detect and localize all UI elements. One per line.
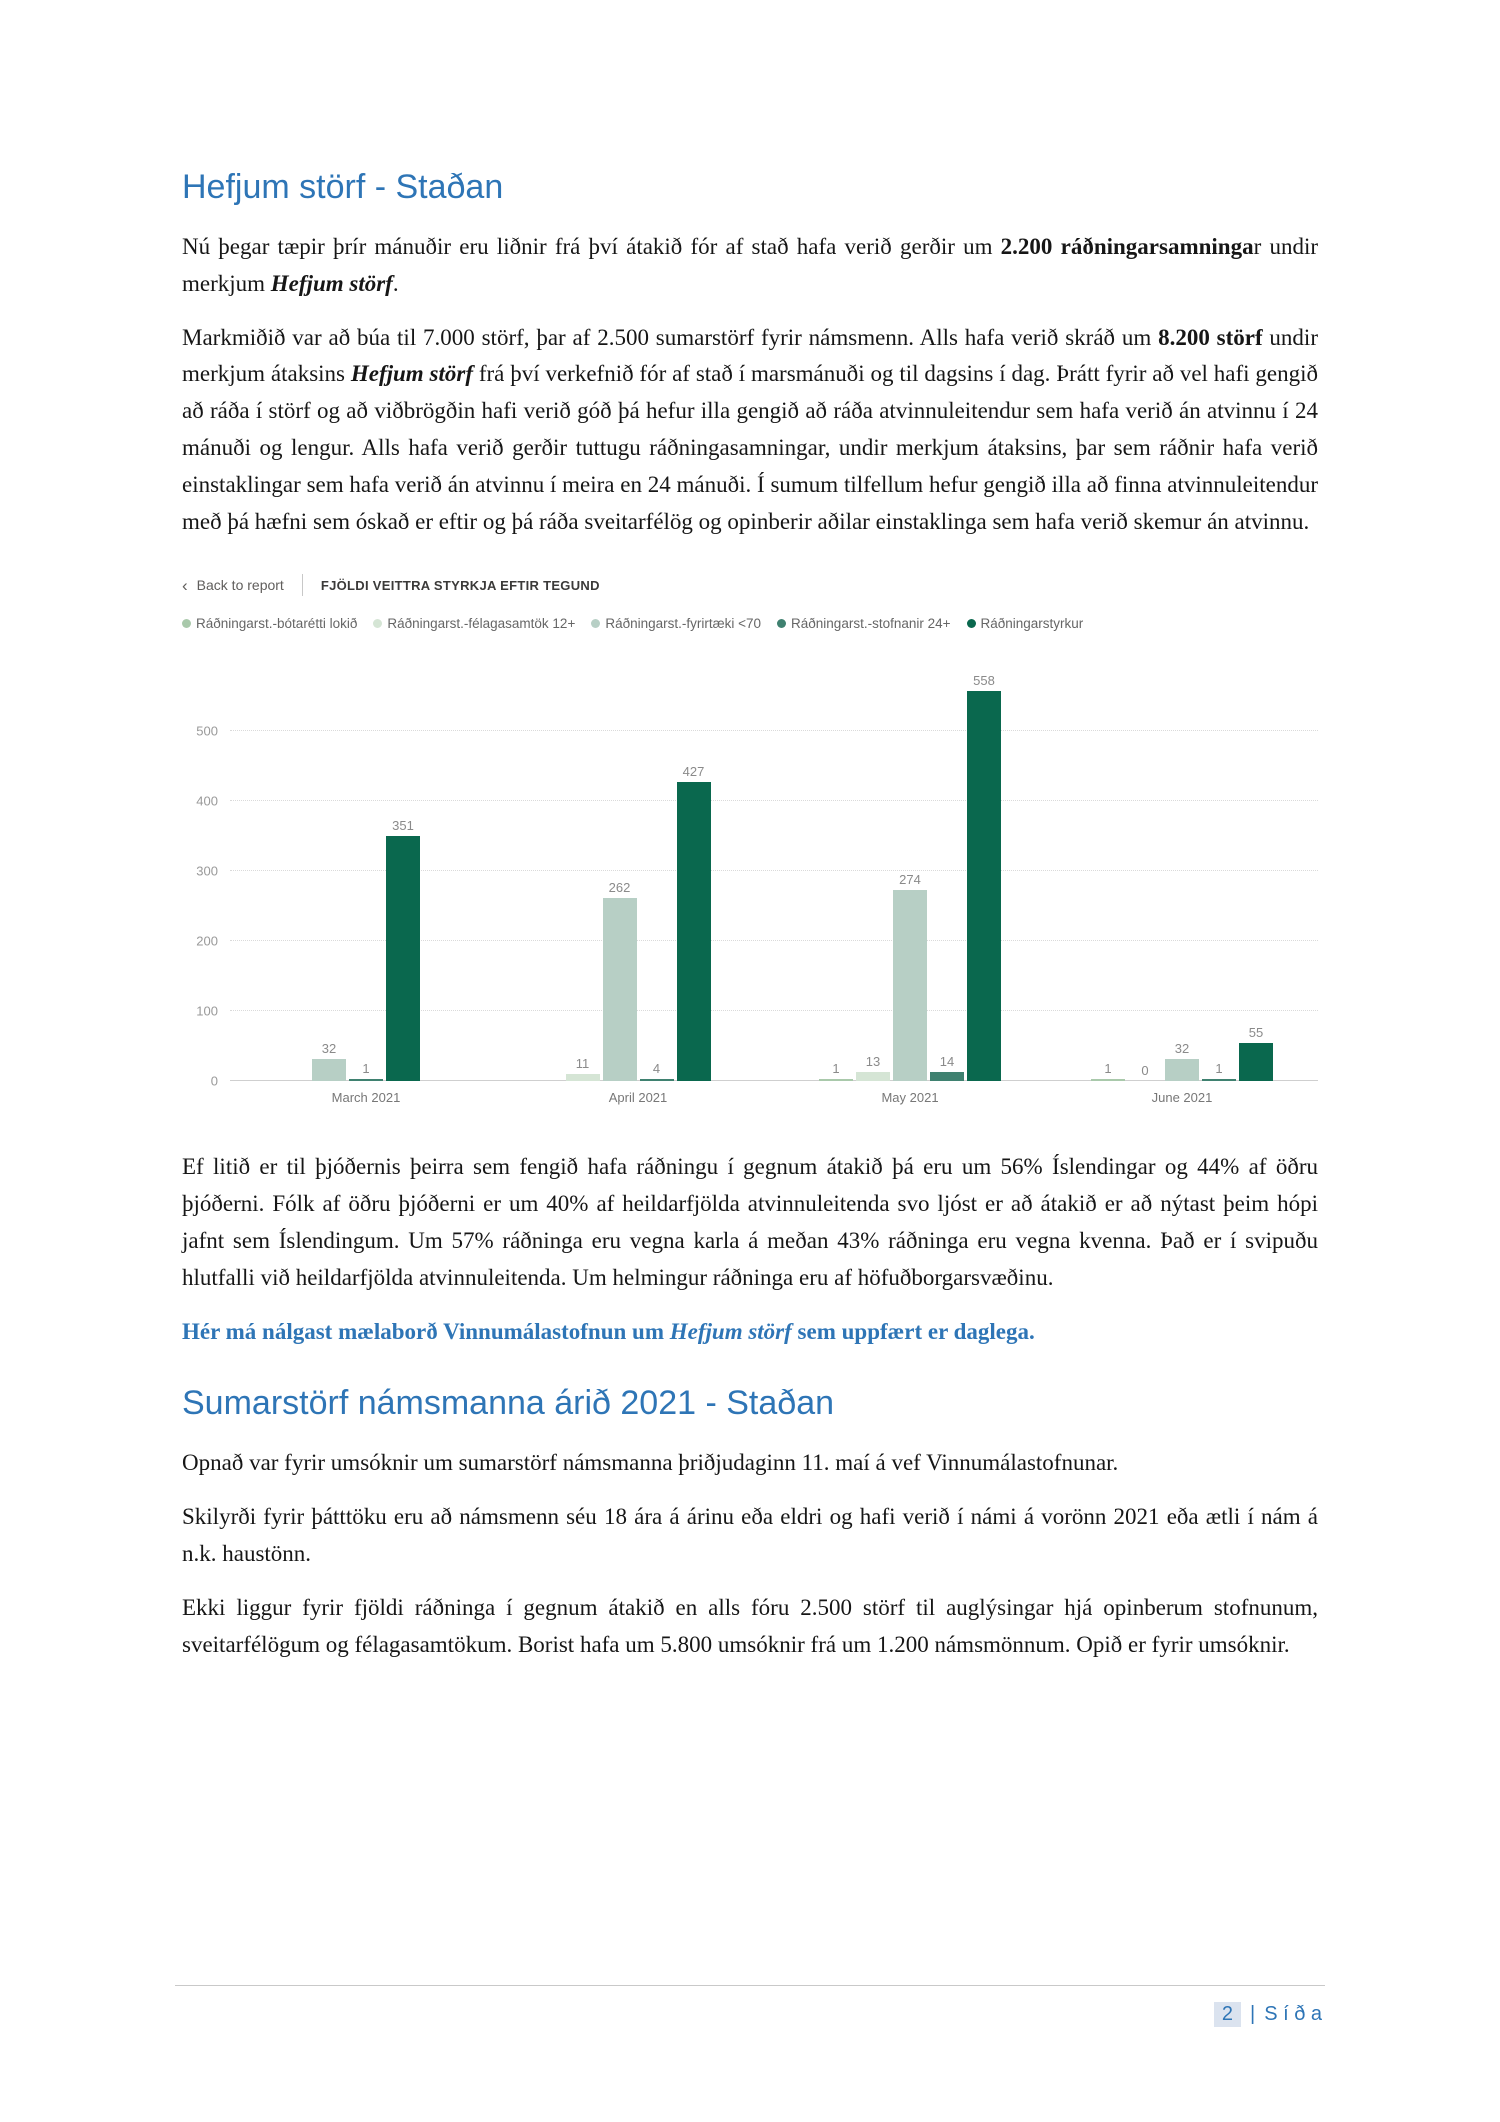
bar-slot — [893, 661, 927, 1081]
bar — [967, 691, 1001, 1082]
paragraph: Skilyrði fyrir þátttöku eru að námsmenn séu 18 ára á árinu eða eldri og hafi verið í námi á vorönn 2021 eða ætli í nám á n.k. haustönn. — [182, 1504, 1318, 1566]
bar-value-label: 13 — [865, 1054, 881, 1070]
chart-x-axis-row — [182, 1090, 1318, 1105]
paragraph: Ekki liggur fyrir fjöldi ráðninga í gegnum átakið en alls fóru 2.500 störf til auglýsingar hjá opinberum stofnunum, sveitarfélögum og félagasamtökum. Borist hafa um 5.800 umsóknir frá um 1.200 námsmönnum. Opið er fyrir umsóknir. — [182, 1594, 1318, 1657]
bar-slot — [1091, 661, 1125, 1081]
footer-label: S í ð a — [1264, 2003, 1322, 2025]
legend-label: Ráðningarst.-stofnanir 24+ — [791, 616, 951, 632]
text-run: r undir merkjum — [182, 234, 1318, 296]
bar — [386, 836, 420, 1082]
bar — [640, 1079, 674, 1082]
bar-value-label: 274 — [899, 871, 921, 887]
bar-slot — [386, 661, 420, 1081]
bar-slot — [349, 661, 383, 1081]
chart-header — [182, 574, 1318, 596]
bar-value-label: 1 — [1104, 1061, 1112, 1077]
back-to-report-label: Back to report — [196, 577, 284, 594]
text-run: Hér má nálgast mælaborð Vinnumálastofnun um — [182, 1318, 670, 1344]
heading-sumarstorf: Sumarstörf námsmanna árið 2021 - Staðan — [182, 1384, 835, 1423]
text-run: Hefjum störf — [270, 270, 393, 296]
dashboard-link-paragraph[interactable] — [182, 1314, 1318, 1351]
x-axis-spacer — [182, 1090, 230, 1105]
text-run: . — [392, 270, 399, 296]
bar-value-label: 32 — [1174, 1040, 1190, 1056]
bar-slot — [1202, 661, 1236, 1081]
text-run: 8.200 störf — [1158, 324, 1263, 350]
text-run: Hefjum störf — [350, 361, 473, 387]
heading-hefjum-storf: Hefjum störf - Staðan — [182, 168, 504, 206]
legend-dot-icon — [777, 619, 786, 628]
bar — [349, 1079, 383, 1081]
bar-value-label: 14 — [939, 1053, 955, 1069]
x-axis-label: April 2021 — [608, 1090, 668, 1106]
paragraph: Opnað var fyrir umsóknir um sumarstörf námsmanna þriðjudaginn 11. maí á vef Vinnumálastofnunar. — [182, 1450, 1119, 1476]
bar-slot — [677, 661, 711, 1081]
bar-slot — [603, 661, 637, 1081]
bar-slot — [312, 661, 346, 1081]
bar-value-label: 427 — [682, 764, 705, 780]
y-tick-label: 0 — [210, 1073, 218, 1089]
bar-value-label: 11 — [575, 1055, 590, 1071]
chart-x-axis — [230, 1090, 1318, 1105]
legend-label: Ráðningarst.-félagasamtök 12+ — [387, 616, 576, 632]
x-axis-label: June 2021 — [1151, 1090, 1213, 1106]
legend-item — [967, 616, 1084, 631]
bar — [1239, 1043, 1273, 1082]
bar-value-label: 1 — [1215, 1061, 1223, 1077]
chart-groups — [230, 661, 1318, 1081]
bar — [893, 890, 927, 1082]
bar — [312, 1059, 346, 1081]
paragraph — [182, 229, 1318, 303]
x-axis-label: May 2021 — [881, 1090, 939, 1106]
text-run: undir merkjum átaksins — [182, 324, 1318, 387]
bar-slot — [1165, 661, 1199, 1081]
y-tick-label: 300 — [196, 863, 218, 879]
bar-slot — [930, 661, 964, 1081]
y-tick-label: 200 — [196, 933, 218, 949]
footer-divider — [175, 1985, 1325, 1986]
bar — [1165, 1059, 1199, 1081]
legend-dot-icon — [373, 619, 382, 628]
back-chevron-icon: ‹ — [182, 575, 188, 595]
bar-slot — [856, 661, 890, 1081]
chart-y-axis — [182, 661, 230, 1089]
bar-slot — [640, 661, 674, 1081]
legend-dot-icon — [967, 619, 976, 628]
legend-dot-icon — [182, 619, 191, 628]
back-to-report-button[interactable] — [182, 577, 284, 594]
chart-title: FJÖLDI VEITTRA STYRKJA EFTIR TEGUND — [320, 577, 600, 593]
chart-plot — [230, 661, 1318, 1081]
footer-separator: | — [1249, 2003, 1256, 2025]
legend-item — [373, 616, 575, 631]
bar-value-label: 32 — [321, 1040, 337, 1056]
bar-value-label: 0 — [1141, 1063, 1149, 1079]
legend-label: Ráðningarst.-fyrirtæki <70 — [605, 616, 762, 632]
text-run: sem uppfært er daglega. — [791, 1318, 1035, 1344]
paragraph — [182, 320, 1318, 541]
legend-item — [182, 616, 357, 631]
chart-legend — [182, 616, 1318, 631]
bar-value-label: 1 — [362, 1061, 370, 1077]
bar-value-label: 1 — [832, 1061, 840, 1077]
bar-value-label: 4 — [652, 1060, 661, 1076]
page-footer — [1214, 2002, 1322, 2027]
text-run: frá því verkefnið fór af stað í marsmánuði og til dagsins í dag. Þrátt fyrir að vel hafi gengið að ráða í störf og að viðbrögðin hafi verið góð þá hefur illa gengið að ráða atvinnuleitendur sem hafa verið án atvinnu í 24 mánuði og lengur. Alls hafa verið gerðir tuttugu ráðningasamningar, undir merkjum átaksins, þar sem ráðnir hafa verið einstaklingar sem hafa verið án atvinnu í meira en 24 mánuði. Í sumum tilfellum hefur gengið illa að finna atvinnuleitendur með þá hæfni sem óskað er eftir og þá ráða sveitarfélög og opinberir aðilar einstaklinga sem hafa verið skemur án atvinnu. — [182, 361, 1319, 534]
page-number: 2 — [1214, 2002, 1241, 2027]
bar-value-label: 262 — [608, 879, 631, 895]
bar-group — [774, 661, 1046, 1081]
bar-value-label: 351 — [392, 817, 414, 833]
text-run: Hefjum störf — [669, 1318, 792, 1344]
y-tick-label: 500 — [196, 723, 218, 739]
bar — [603, 898, 637, 1081]
bar — [1091, 1079, 1125, 1081]
legend-item — [777, 616, 950, 631]
y-tick-label: 100 — [196, 1003, 218, 1019]
bar-slot — [1128, 661, 1162, 1081]
legend-dot-icon — [591, 619, 600, 628]
text-run: 2.200 ráðningarsamninga — [1000, 234, 1254, 259]
header-divider — [302, 574, 303, 596]
bar-slot — [819, 661, 853, 1081]
legend-item — [591, 616, 761, 631]
bar — [566, 1074, 600, 1082]
x-axis-label: March 2021 — [331, 1090, 401, 1106]
bar-slot — [967, 661, 1001, 1081]
text-run: Nú þegar tæpir þrír mánuðir eru liðnir frá því átakið fór af stað hafa verið gerðir um — [182, 234, 1001, 259]
bar-group — [502, 661, 774, 1081]
legend-label: Ráðningarst.-bótarétti lokið — [196, 616, 358, 632]
bar — [1202, 1079, 1236, 1081]
bar — [930, 1072, 964, 1082]
bar-slot — [1239, 661, 1273, 1081]
bar-value-label: 55 — [1248, 1024, 1264, 1040]
legend-label: Ráðningarstyrkur — [980, 616, 1084, 632]
bar-group — [230, 661, 502, 1081]
bar — [819, 1079, 853, 1081]
bar — [856, 1072, 890, 1081]
bar — [677, 782, 711, 1081]
y-tick-label: 400 — [196, 793, 218, 809]
bar-group — [1046, 661, 1318, 1081]
powerbi-chart-image[interactable] — [182, 574, 1318, 1105]
paragraph: Ef litið er til þjóðernis þeirra sem fengið hafa ráðningu í gegnum átakið þá eru um 56% Íslendingar og 44% af öðru þjóðerni. Fólk af öðru þjóðerni er um 40% af heildarfjölda atvinnuleitenda svo ljóst er að átakið er að nýtast þeim hópi jafnt sem Íslendingum. Um 57% ráðninga eru vegna karla á meðan 43% ráðninga eru vegna kvenna. Það er í svipuðu hlutfalli við heildarfjölda atvinnuleitenda. Um helmingur ráðninga eru af höfuðborgarsvæðinu. — [182, 1154, 1318, 1290]
bar-value-label: 558 — [973, 672, 995, 688]
text-run: Markmiðið var að búa til 7.000 störf, þar af 2.500 sumarstörf fyrir námsmenn. Alls hafa verið skráð um — [182, 324, 1159, 350]
bar-slot — [566, 661, 600, 1081]
chart-plot-wrap — [182, 661, 1318, 1089]
